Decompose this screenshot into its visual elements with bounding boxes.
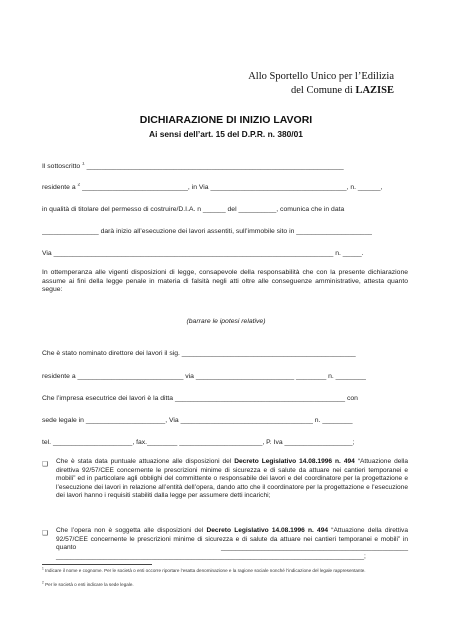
bullet-1-decree: Decreto Legislativo 14.08.1996 n. 494 [234, 458, 355, 465]
addressee-office: Allo Sportello Unico per l’Edilizia [248, 71, 394, 82]
director-line: Che è stato nominato direttore dei lavori il sig. ______________________________________________ [42, 350, 356, 357]
legal-seat-line: sede legale in _____________________, Via ___________________________________ n. ________ [42, 417, 353, 424]
undersigned-field[interactable]: ____________________________________________________________________ [86, 163, 344, 170]
footnote-1-text: Indicare il nome e cognome. Per le società o enti occorre riportare l’esatta denominazione e la ragione sociale nonché l’indicazione del legale rappresentante. [45, 568, 366, 573]
bullet-2-post: “Attuazione della direttiva 92/57/CEE concernente le prescrizioni minime di sicurezza e di salute da attuare nei cantieri temporanei e mobili” in quanto ___________________________________________________ ____________________________________________________________________________________; [56, 527, 408, 560]
declaration-paragraph: In ottemperanza alle vigenti disposizioni di legge, consapevole della responsabilità che con la presente dichiarazione assume ai fini della legge penale in materia di falsità negli atti oltre alle conseguenze amministrative, attesta quanto segue: [42, 269, 408, 294]
footnote-2-number: 2 [42, 580, 44, 585]
property-via-label: Via [42, 250, 52, 257]
footnote-2 [42, 582, 414, 588]
footnote-ref-2: 2 [77, 183, 81, 188]
footnote-ref-1: 1 [82, 162, 85, 167]
residence-number-field[interactable]: ______, [357, 184, 383, 191]
undersigned-line [42, 162, 414, 171]
property-address-line [42, 249, 414, 258]
checkbox-icon[interactable]: ❑ [42, 461, 48, 468]
bullet-2-pre: Che l’opera non è soggetta alle disposizioni del [56, 527, 207, 534]
municipality-prefix: del Comune di [291, 85, 353, 96]
municipality-name: LAZISE [355, 85, 394, 96]
footnote-divider [42, 564, 152, 565]
residence-via-label: , in Via [187, 184, 209, 191]
footnote-1-number: 1 [42, 566, 44, 571]
director-residence-line: residente a ____________________________ via __________________________ ________ n. ________ [42, 373, 366, 380]
property-number-field[interactable]: n. _____. [335, 250, 364, 257]
footnote-1 [42, 568, 414, 574]
residence-street-field[interactable]: ____________________________________ [210, 184, 347, 191]
bullet-item-compliance [56, 458, 408, 501]
bullet-2-decree: Decreto Legislativo 14.08.1996 n. 494 [206, 527, 329, 534]
start-date-line: _______________ darà inizio all’esecuzione dei lavori assentiti, sull’immobile sito in ____________________ [42, 228, 372, 235]
company-line: Che l’impresa esecutrice dei lavori è la ditta _____________________________________________ con [42, 395, 358, 402]
document-title: DICHIARAZIONE DI INIZIO LAVORI [139, 114, 313, 126]
instruction-text: (barrare le ipotesi relative) [186, 318, 266, 325]
bullet-1-post: “Attuazione della direttiva 92/57/CEE concernente le prescrizioni minime di sicurezza e di salute da attuare nei cantieri temporanei e mobili” ed in particolare agli obblighi del committente o responsabile dei lavori e del coordinatore per la progettazione e l’esecuzione dei lavori in relazione all’entità dell’opera, dando atto che il coordinatore per la progettazione e l’esecuzione dei lavori hanno i requisiti stabiliti dalla legge per assumere detti incarichi; [56, 458, 409, 499]
document-subtitle: Ai sensi dell’art. 15 del D.P.R. n. 380/01 [149, 129, 303, 139]
residence-number-label: , n. [346, 184, 357, 191]
property-street-field[interactable]: __________________________________________________________________________ [53, 250, 334, 257]
residence-city-field[interactable]: ____________________________ [82, 184, 188, 191]
residence-label: residente a [42, 184, 76, 191]
checkbox-icon[interactable]: ❑ [42, 530, 48, 537]
bullet-item-exemption [56, 527, 408, 561]
bullet-1-pre: Che è stata data puntuale attuazione alle disposizioni del [56, 458, 235, 465]
footnote-2-text: Per le società o enti indicare la sede legale. [45, 582, 134, 587]
undersigned-label: Il sottoscritto [42, 163, 81, 170]
contacts-line: tel. _____________________, fax.________ ______________________, P. Iva __________________; [42, 439, 355, 446]
addressee-municipality [291, 84, 394, 97]
residence-line [42, 183, 414, 192]
permit-line: in qualità di titolare del permesso di costruire/D.I.A. n ______ del __________, comunica che in data [42, 206, 345, 213]
